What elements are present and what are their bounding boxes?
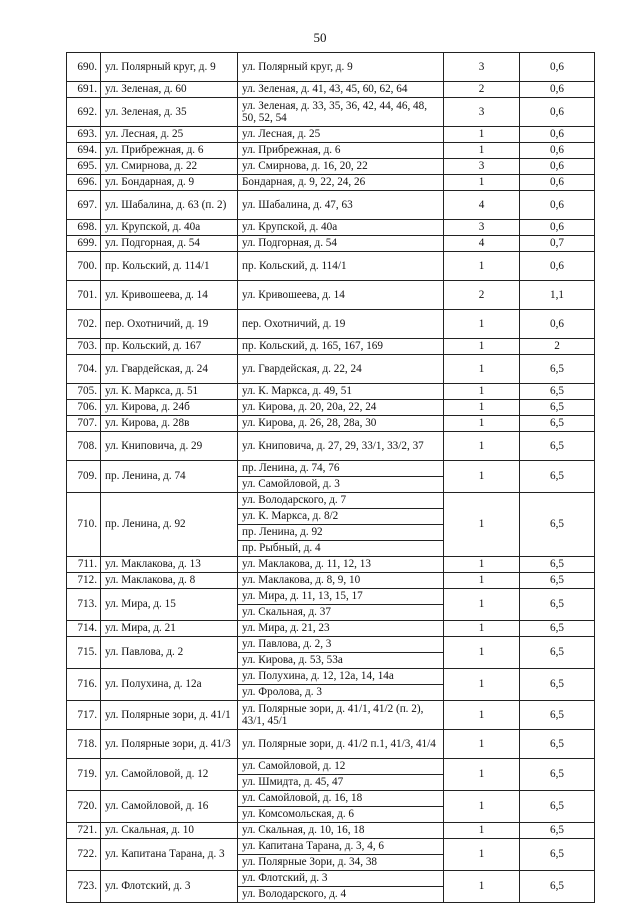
row-number: 698. (67, 220, 101, 236)
served-address: ул. Маклакова, д. 11, 12, 13 (238, 557, 444, 573)
served-address: ул. Самойловой, д. 16, 18 (238, 791, 444, 807)
row-number: 712. (67, 573, 101, 589)
count-value: 1 (444, 730, 520, 759)
row-number: 708. (67, 432, 101, 461)
object-address: ул. Самойловой, д. 12 (101, 759, 238, 791)
row-number: 697. (67, 191, 101, 220)
volume-value: 6,5 (520, 823, 595, 839)
row-number: 699. (67, 236, 101, 252)
count-value: 1 (444, 143, 520, 159)
count-value: 2 (444, 281, 520, 310)
served-address: ул. Флотский, д. 3 (238, 871, 444, 887)
count-value: 1 (444, 701, 520, 730)
row-number: 720. (67, 791, 101, 823)
served-address: ул. Полярный круг, д. 9 (238, 53, 444, 82)
count-value: 1 (444, 175, 520, 191)
volume-value: 0,6 (520, 127, 595, 143)
table-row (67, 730, 595, 759)
served-address: ул. Фролова, д. 3 (238, 685, 444, 701)
served-address: ул. Кирова, д. 53, 53а (238, 653, 444, 669)
served-address: ул. Шмидта, д. 45, 47 (238, 775, 444, 791)
served-address: ул. Книповича, д. 27, 29, 33/1, 33/2, 37 (238, 432, 444, 461)
volume-value: 0,6 (520, 98, 595, 127)
served-address: ул. Самойловой, д. 3 (238, 477, 444, 493)
object-address: ул. Полярные зори, д. 41/1 (101, 701, 238, 730)
served-address: ул. Полярные зори, д. 41/2 п.1, 41/3, 41/4 (238, 730, 444, 759)
object-address: ул. Кирова, д. 24б (101, 400, 238, 416)
volume-value: 0,6 (520, 82, 595, 98)
served-address: ул. Полярные зори, д. 41/1, 41/2 (п. 2), 43/1, 45/1 (238, 701, 444, 730)
count-value: 1 (444, 589, 520, 621)
volume-value: 0,6 (520, 143, 595, 159)
served-address: ул. К. Маркса, д. 49, 51 (238, 384, 444, 400)
volume-value: 0,6 (520, 252, 595, 281)
table-row (67, 573, 595, 589)
table-row (67, 252, 595, 281)
count-value: 1 (444, 621, 520, 637)
table-row (67, 191, 595, 220)
row-number: 713. (67, 589, 101, 621)
row-number: 716. (67, 669, 101, 701)
row-number: 723. (67, 871, 101, 903)
count-value: 1 (444, 432, 520, 461)
served-address: Бондарная, д. 9, 22, 24, 26 (238, 175, 444, 191)
served-address: ул. Скальная, д. 10, 16, 18 (238, 823, 444, 839)
object-address: ул. Кирова, д. 28в (101, 416, 238, 432)
object-address: ул. Подгорная, д. 54 (101, 236, 238, 252)
count-value: 1 (444, 871, 520, 903)
table-row (67, 175, 595, 191)
served-address: ул. Прибрежная, д. 6 (238, 143, 444, 159)
served-address: ул. Павлова, д. 2, 3 (238, 637, 444, 653)
count-value: 1 (444, 557, 520, 573)
row-number: 709. (67, 461, 101, 493)
count-value: 1 (444, 759, 520, 791)
served-address: ул. Володарского, д. 4 (238, 887, 444, 903)
volume-value: 0,6 (520, 53, 595, 82)
object-address: ул. Маклакова, д. 8 (101, 573, 238, 589)
table-row (67, 669, 595, 685)
served-address: пр. Рыбный, д. 4 (238, 541, 444, 557)
volume-value: 6,5 (520, 589, 595, 621)
table-row (67, 823, 595, 839)
table-row (67, 127, 595, 143)
object-address: пр. Кольский, д. 167 (101, 339, 238, 355)
table-row (67, 432, 595, 461)
served-address: ул. Мира, д. 11, 13, 15, 17 (238, 589, 444, 605)
table-row (67, 839, 595, 855)
count-value: 1 (444, 355, 520, 384)
object-address: ул. К. Маркса, д. 51 (101, 384, 238, 400)
served-address: пр. Кольский, д. 114/1 (238, 252, 444, 281)
table-row (67, 589, 595, 605)
count-value: 1 (444, 791, 520, 823)
object-address: ул. Прибрежная, д. 6 (101, 143, 238, 159)
table-row (67, 637, 595, 653)
volume-value: 6,5 (520, 621, 595, 637)
count-value: 1 (444, 573, 520, 589)
object-address: ул. Крупской, д. 40а (101, 220, 238, 236)
object-address: ул. Мира, д. 15 (101, 589, 238, 621)
table-row (67, 355, 595, 384)
served-address: ул. Полухина, д. 12, 12а, 14, 14а (238, 669, 444, 685)
volume-value: 6,5 (520, 355, 595, 384)
object-address: ул. Зеленая, д. 35 (101, 98, 238, 127)
volume-value: 6,5 (520, 791, 595, 823)
served-address: ул. Полярные Зори, д. 34, 38 (238, 855, 444, 871)
volume-value: 6,5 (520, 730, 595, 759)
volume-value: 6,5 (520, 759, 595, 791)
served-address: ул. Маклакова, д. 8, 9, 10 (238, 573, 444, 589)
table-row (67, 557, 595, 573)
count-value: 3 (444, 53, 520, 82)
served-address: ул. Самойловой, д. 12 (238, 759, 444, 775)
count-value: 1 (444, 669, 520, 701)
volume-value: 6,5 (520, 432, 595, 461)
table-row (67, 143, 595, 159)
row-number: 714. (67, 621, 101, 637)
object-address: ул. Павлова, д. 2 (101, 637, 238, 669)
address-table (66, 52, 595, 903)
table-row (67, 384, 595, 400)
row-number: 702. (67, 310, 101, 339)
count-value: 1 (444, 127, 520, 143)
row-number: 692. (67, 98, 101, 127)
count-value: 1 (444, 339, 520, 355)
served-address: ул. Шабалина, д. 47, 63 (238, 191, 444, 220)
table-row (67, 159, 595, 175)
volume-value: 6,5 (520, 416, 595, 432)
count-value: 3 (444, 220, 520, 236)
row-number: 700. (67, 252, 101, 281)
row-number: 701. (67, 281, 101, 310)
served-address: ул. Скальная, д. 37 (238, 605, 444, 621)
table-row (67, 621, 595, 637)
row-number: 711. (67, 557, 101, 573)
object-address: пр. Кольский, д. 114/1 (101, 252, 238, 281)
object-address: ул. Смирнова, д. 22 (101, 159, 238, 175)
served-address: ул. Кирова, д. 20, 20а, 22, 24 (238, 400, 444, 416)
volume-value: 0,6 (520, 191, 595, 220)
row-number: 718. (67, 730, 101, 759)
row-number: 722. (67, 839, 101, 871)
volume-value: 1,1 (520, 281, 595, 310)
object-address: пр. Ленина, д. 92 (101, 493, 238, 557)
object-address: ул. Мира, д. 21 (101, 621, 238, 637)
table-row (67, 310, 595, 339)
count-value: 1 (444, 823, 520, 839)
count-value: 4 (444, 236, 520, 252)
served-address: ул. Зеленая, д. 33, 35, 36, 42, 44, 46, 48, 50, 52, 54 (238, 98, 444, 127)
table-row (67, 493, 595, 509)
row-number: 721. (67, 823, 101, 839)
row-number: 691. (67, 82, 101, 98)
count-value: 1 (444, 416, 520, 432)
page-number: 50 (313, 30, 327, 45)
table-row (67, 82, 595, 98)
table-row (67, 281, 595, 310)
volume-value: 6,5 (520, 839, 595, 871)
table-row (67, 416, 595, 432)
volume-value: 6,5 (520, 461, 595, 493)
served-address: ул. Кривошеева, д. 14 (238, 281, 444, 310)
served-address: ул. К. Маркса, д. 8/2 (238, 509, 444, 525)
object-address: ул. Капитана Тарана, д. 3 (101, 839, 238, 871)
volume-value: 0,6 (520, 159, 595, 175)
object-address: ул. Скальная, д. 10 (101, 823, 238, 839)
object-address: ул. Шабалина, д. 63 (п. 2) (101, 191, 238, 220)
served-address: ул. Комсомольская, д. 6 (238, 807, 444, 823)
table-row (67, 791, 595, 807)
object-address: ул. Флотский, д. 3 (101, 871, 238, 903)
count-value: 1 (444, 310, 520, 339)
served-address: ул. Кирова, д. 26, 28, 28а, 30 (238, 416, 444, 432)
count-value: 1 (444, 400, 520, 416)
object-address: ул. Маклакова, д. 13 (101, 557, 238, 573)
volume-value: 6,5 (520, 871, 595, 903)
table-row (67, 400, 595, 416)
object-address: ул. Лесная, д. 25 (101, 127, 238, 143)
object-address: ул. Гвардейская, д. 24 (101, 355, 238, 384)
served-address: ул. Капитана Тарана, д. 3, 4, 6 (238, 839, 444, 855)
volume-value: 0,7 (520, 236, 595, 252)
volume-value: 2 (520, 339, 595, 355)
served-address: пр. Ленина, д. 92 (238, 525, 444, 541)
object-address: ул. Самойловой, д. 16 (101, 791, 238, 823)
table-row (67, 461, 595, 477)
table-body (67, 53, 595, 903)
row-number: 696. (67, 175, 101, 191)
object-address: ул. Бондарная, д. 9 (101, 175, 238, 191)
volume-value: 6,5 (520, 701, 595, 730)
served-address: ул. Лесная, д. 25 (238, 127, 444, 143)
table-row (67, 339, 595, 355)
row-number: 690. (67, 53, 101, 82)
volume-value: 6,5 (520, 573, 595, 589)
row-number: 715. (67, 637, 101, 669)
count-value: 1 (444, 252, 520, 281)
volume-value: 6,5 (520, 384, 595, 400)
served-address: ул. Крупской, д. 40а (238, 220, 444, 236)
volume-value: 6,5 (520, 669, 595, 701)
volume-value: 6,5 (520, 400, 595, 416)
row-number: 717. (67, 701, 101, 730)
object-address: ул. Кривошеева, д. 14 (101, 281, 238, 310)
served-address: ул. Смирнова, д. 16, 20, 22 (238, 159, 444, 175)
row-number: 694. (67, 143, 101, 159)
count-value: 1 (444, 637, 520, 669)
row-number: 703. (67, 339, 101, 355)
table-row (67, 53, 595, 82)
object-address: ул. Полярный круг, д. 9 (101, 53, 238, 82)
row-number: 707. (67, 416, 101, 432)
table-row (67, 759, 595, 775)
table-row (67, 98, 595, 127)
object-address: ул. Книповича, д. 29 (101, 432, 238, 461)
count-value: 2 (444, 82, 520, 98)
volume-value: 0,6 (520, 175, 595, 191)
object-address: пер. Охотничий, д. 19 (101, 310, 238, 339)
served-address: ул. Гвардейская, д. 22, 24 (238, 355, 444, 384)
volume-value: 6,5 (520, 637, 595, 669)
count-value: 3 (444, 98, 520, 127)
count-value: 1 (444, 493, 520, 557)
row-number: 704. (67, 355, 101, 384)
served-address: пр. Кольский, д. 165, 167, 169 (238, 339, 444, 355)
object-address: ул. Зеленая, д. 60 (101, 82, 238, 98)
row-number: 710. (67, 493, 101, 557)
object-address: пр. Ленина, д. 74 (101, 461, 238, 493)
volume-value: 6,5 (520, 493, 595, 557)
volume-value: 0,6 (520, 310, 595, 339)
served-address: ул. Мира, д. 21, 23 (238, 621, 444, 637)
table-row (67, 871, 595, 887)
count-value: 1 (444, 384, 520, 400)
row-number: 705. (67, 384, 101, 400)
count-value: 3 (444, 159, 520, 175)
served-address: ул. Володарского, д. 7 (238, 493, 444, 509)
volume-value: 0,6 (520, 220, 595, 236)
table-row (67, 220, 595, 236)
object-address: ул. Полухина, д. 12а (101, 669, 238, 701)
row-number: 719. (67, 759, 101, 791)
row-number: 693. (67, 127, 101, 143)
row-number: 706. (67, 400, 101, 416)
volume-value: 6,5 (520, 557, 595, 573)
served-address: ул. Подгорная, д. 54 (238, 236, 444, 252)
served-address: пер. Охотничий, д. 19 (238, 310, 444, 339)
row-number: 695. (67, 159, 101, 175)
served-address: ул. Зеленая, д. 41, 43, 45, 60, 62, 64 (238, 82, 444, 98)
table-row (67, 236, 595, 252)
object-address: ул. Полярные зори, д. 41/3 (101, 730, 238, 759)
count-value: 1 (444, 461, 520, 493)
table-row (67, 701, 595, 730)
count-value: 1 (444, 839, 520, 871)
served-address: пр. Ленина, д. 74, 76 (238, 461, 444, 477)
count-value: 4 (444, 191, 520, 220)
